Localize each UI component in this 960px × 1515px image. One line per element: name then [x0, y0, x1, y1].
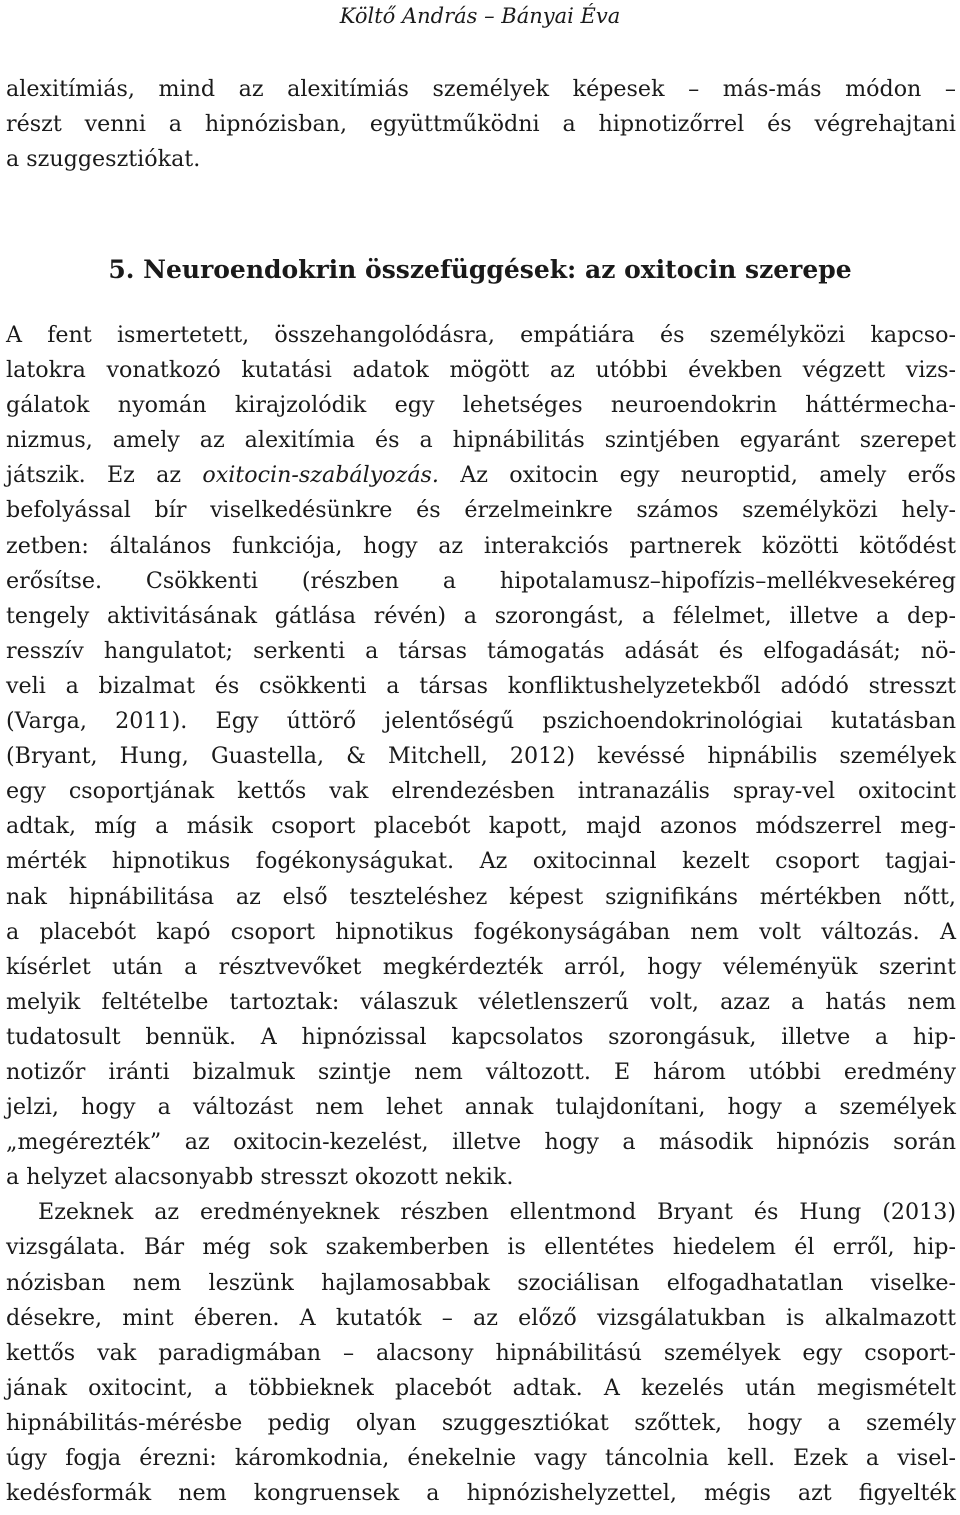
text-line: vizsgálata. Bár még sok szakemberben is ellentétes hiedelem él erről, hip- [6, 1234, 956, 1261]
section-heading: 5. Neuroendokrin összefüggések: az oxitocin szerepe [108, 255, 852, 284]
text-line: A fent ismertetett, összehangolódásra, empátiára és személyközi kapcso- [6, 322, 956, 348]
text-line: úgy fogja érezni: káromkodnia, énekelnie vagy táncolnia kell. Ezek a visel- [6, 1445, 956, 1471]
text-line: kettős vak paradigmában – alacsony hipnábilitású személyek egy csoport- [6, 1339, 956, 1366]
main-text [6, 318, 956, 1511]
text-line: jelzi, hogy a változást nem lehet annak tulajdonítani, hogy a személyek [6, 1094, 956, 1121]
text-line: gálatok nyomán kirajzolódik egy lehetséges neuroendokrin háttérmecha- [6, 392, 956, 419]
text-line: Ezeknek az eredményeknek részben ellentmond Bryant és Hung (2013) [38, 1199, 956, 1226]
text-line: jának oxitocint, a többieknek placebót adtak. A kezelés után megismételt [6, 1374, 956, 1401]
emphasized-term: oxitocin-szabályozás. [202, 462, 439, 489]
text-line: a szuggesztiókat. [6, 146, 201, 173]
text-line: tudatosult bennük. A hipnózissal kapcsolatos szorongásuk, illetve a hip- [6, 1023, 956, 1050]
text-line: részt venni a hipnózisban, együttműködni a hipnotizőrrel és végrehajtani [6, 111, 956, 138]
text-line: kísérlet után a résztvevőket megkérdezték arról, hogy véleményük szerint [6, 953, 956, 980]
intro-paragraph [6, 72, 956, 177]
text-line: (Varga, 2011). Egy úttörő jelentőségű pszichoendokrinológiai kutatásban [6, 708, 956, 735]
text-line: kedésformák nem kongruensek a hipnózishelyzettel, mégis azt figyelték [6, 1480, 956, 1507]
text-line: a placebót kapó csoport hipnotikus fogékonyságában nem volt változás. A [6, 918, 956, 945]
text-line: hipnábilitás-mérésbe pedig olyan szuggesztiókat szőttek, hogy a személy [6, 1409, 956, 1436]
text-line: nizmus, amely az alexitímia és a hipnábilitás szintjében egyaránt szerepet [6, 427, 956, 454]
running-head: Költő András – Bányai Éva [339, 4, 621, 28]
text-line: nak hipnábilitása az első teszteléshez képest szignifikáns mértékben nőtt, [6, 883, 956, 910]
text-line: a helyzet alacsonyabb stresszt okozott nekik. [6, 1164, 514, 1191]
text-line: melyik feltételbe tartoztak: válaszuk véletlenszerű volt, azaz a hatás nem [6, 988, 956, 1015]
text-line: egy csoportjának kettős vak elrendezésben intranazális spray-vel oxitocint [6, 778, 956, 805]
text-line: resszív hangulatot; serkenti a társas támogatás adását és elfogadását; nö- [6, 637, 956, 664]
text-line: notizőr iránti bizalmuk szintje nem változott. E három utóbbi eredmény [6, 1058, 956, 1085]
text-line: désekre, mint éberen. A kutatók – az előző vizsgálatukban is alkalmazott [6, 1304, 956, 1331]
text-line: nózisban nem leszünk hajlamosabbak szociálisan elfogadhatatlan viselke- [6, 1269, 956, 1296]
text-line: befolyással bír viselkedésünkre és érzelmeinkre számos személyközi hely- [6, 497, 956, 524]
text-line: alexitímiás, mind az alexitímiás személyek képesek – más-más módon – [6, 76, 956, 102]
text-line: veli a bizalmat és csökkenti a társas konfliktushelyzetekből adódó stresszt [6, 672, 956, 699]
text-line: tengely aktivitásának gátlása révén) a szorongást, a félelmet, illetve a dep- [6, 602, 956, 629]
text-line: (Bryant, Hung, Guastella, & Mitchell, 2012) kevéssé hipnábilis személyek [6, 743, 956, 770]
text-segment: játszik. Ez az [6, 462, 203, 489]
text-segment: Az oxitocin egy neuroptid, amely erős [439, 462, 957, 489]
text-line-with-emphasis [6, 458, 956, 493]
text-line: latokra vonatkozó kutatási adatok mögött az utóbbi években végzett vizs- [6, 357, 956, 384]
text-line: erősítse. Csökkenti (részben a hipotalamusz–hipofízis–mellékvesekéreg [6, 567, 956, 594]
text-line: mérték hipnotikus fogékonyságukat. Az oxitocinnal kezelt csoport tagjai- [6, 848, 956, 875]
text-line: „megérezték” az oxitocin-kezelést, illetve hogy a második hipnózis során [6, 1129, 956, 1156]
text-line: zetben: általános funkciója, hogy az interakciós partnerek közötti kötődést [6, 532, 956, 559]
text-line: adtak, míg a másik csoport placebót kapott, majd azonos módszerrel meg- [6, 813, 956, 840]
